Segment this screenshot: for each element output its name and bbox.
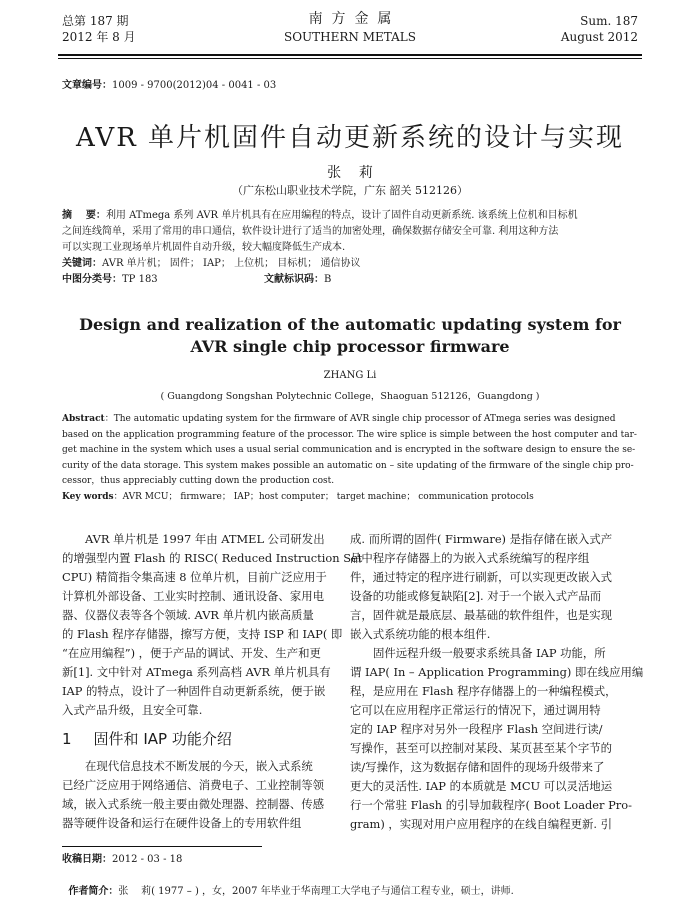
body-line: 谓 IAP( In – Application Programming) 即在线应用编 bbox=[350, 665, 644, 679]
doc-code-value: B bbox=[324, 274, 332, 285]
abstract-cn-line: 可以实现工业现场单片机固件自动升级，较大幅度降低生产成本. bbox=[62, 242, 346, 253]
abstract-cn bbox=[62, 208, 642, 288]
footnote-bio bbox=[62, 868, 514, 900]
abstract-en bbox=[62, 412, 640, 505]
class-no-label: 中图分类号： bbox=[62, 274, 122, 285]
header-rule-thick bbox=[58, 54, 642, 56]
header-journal-en: SOUTHERN METALS bbox=[284, 30, 416, 44]
header-issue-cn: 总第 187 期 bbox=[62, 14, 129, 28]
article-number bbox=[62, 78, 276, 94]
body-line: 程，是应用在 Flash 程序存储器上的一种编程模式， bbox=[350, 684, 617, 698]
column-right bbox=[350, 530, 644, 834]
body-line: 定的 IAP 程序对另外一段程序 Flash 空间进行读/ bbox=[350, 722, 603, 736]
author-en: ZHANG Li bbox=[323, 370, 377, 381]
body-line: CPU) 精简指令集高速 8 位单片机，目前广泛应用于 bbox=[62, 570, 327, 584]
bio-value: 张 莉( 1977 – ) ，女，2007 年毕业于华南理工大学电子与通信工程专业，硕士，讲师. bbox=[118, 886, 514, 897]
body-line: 言，固件就是最底层、最基础的软件组件，也是实现 bbox=[350, 608, 612, 622]
abstract-en-line: ：The automatic updating system for the firmware of AVR single chip processor of ATmega series was designed bbox=[104, 414, 616, 424]
body-line: 更大的灵活性. IAP 的本质就是 MCU 可以灵活地运 bbox=[350, 779, 613, 793]
abstract-cn-line: 利用 ATmega 系列 AVR 单片机具有在应用编程的特点，设计了固件自动更新系统. 该系统上位机和目标机 bbox=[105, 210, 578, 221]
abstract-en-line: cessor，thus appreciably cutting down the production cost. bbox=[62, 476, 335, 486]
affiliation-cn: （广东松山职业技术学院，广东 韶关 512126） bbox=[232, 184, 468, 197]
keywords-cn-label: 关键词： bbox=[62, 258, 102, 269]
body-line: 嵌入式系统功能的根本组件. bbox=[350, 627, 491, 641]
header-journal-cn: 南 方 金 属 bbox=[308, 11, 392, 27]
header-date-en: August 2012 bbox=[560, 30, 638, 44]
keywords-en-value: ：AVR MCU； firmware； IAP；host computer； target machine； communication protocols bbox=[113, 491, 534, 502]
body-line: 读/写操作，这为数据存储和固件的现场升级带来了 bbox=[350, 760, 605, 774]
abstract-cn-label: 摘 要： bbox=[62, 210, 106, 221]
header-rule-thin bbox=[58, 58, 642, 59]
section-number: 1 bbox=[62, 730, 72, 748]
body-line: 新[1]. 文中针对 ATmega 系列高档 AVR 单片机具有 bbox=[62, 665, 331, 679]
keywords-cn-value: AVR 单片机； 固件； IAP； 上位机； 目标机； 通信协议 bbox=[102, 258, 361, 269]
body-line: 行一个常驻 Flash 的引导加载程序( Boot Loader Pro- bbox=[350, 798, 632, 812]
keywords-en-label: Key words bbox=[62, 491, 114, 502]
body-line: 域，嵌入式系统一般主要由微处理器、控制器、传感 bbox=[62, 797, 324, 811]
received-label: 收稿日期： bbox=[62, 854, 112, 865]
column-left bbox=[62, 530, 363, 833]
body-line: 件，通过特定的程序进行刷新，可以实现更改嵌入式 bbox=[350, 570, 612, 584]
abstract-en-line: get machine in the system which uses a usual serial communication and is encrypted in the software design to ensure the se- bbox=[62, 445, 636, 455]
section-heading bbox=[62, 730, 334, 749]
bio-label: 作者简介： bbox=[68, 886, 119, 897]
abstract-en-label: Abstract bbox=[62, 414, 105, 424]
doc-code-label: 文献标识码： bbox=[264, 274, 325, 285]
title-en-line2: AVR single chip processor firmware bbox=[190, 337, 510, 356]
body-line: 设备的功能或修复缺陷[2]. 对于一个嵌入式产品而 bbox=[350, 589, 602, 603]
affiliation-en: ( Guangdong Songshan Polytechnic College，Shaoguan 512126，Guangdong ) bbox=[160, 391, 540, 402]
body-line: 已经广泛应用于网络通信、消费电子、工业控制等领 bbox=[62, 778, 324, 792]
title-en-line1: Design and realization of the automatic updating system for bbox=[79, 315, 621, 334]
body-line: 写操作，甚至可以控制对某段、某页甚至某个字节的 bbox=[350, 741, 612, 755]
title-cn: AVR 单片机固件自动更新系统的设计与实现 bbox=[75, 123, 625, 153]
received-value: 2012 - 03 - 18 bbox=[112, 854, 183, 865]
article-number-value: 1009 - 9700(2012)04 - 0041 - 03 bbox=[112, 80, 277, 91]
body-line: 的增强型内置 Flash 的 RISC( Reduced Instruction Set bbox=[62, 551, 363, 565]
body-line: IAP 的特点，设计了一种固件自动更新系统，便于嵌 bbox=[62, 684, 326, 698]
abstract-en-line: curity of the data storage. This system makes possible an automatic on – site updating of the firmware of the single chip pro- bbox=[62, 460, 634, 471]
class-no-value: TP 183 bbox=[122, 274, 158, 285]
body-line: 的 Flash 程序存储器，擦写方便，支持 ISP 和 IAP( 即 bbox=[62, 627, 343, 641]
body-line: 器、仪器仪表等各个领域. AVR 单片机内嵌高质量 bbox=[62, 608, 314, 622]
body-line: AVR 单片机是 1997 年由 ATMEL 公司研发出 bbox=[85, 532, 325, 546]
header-sum-en: Sum. 187 bbox=[580, 14, 638, 28]
header-date-cn: 2012 年 8 月 bbox=[62, 30, 136, 44]
body-line: 计算机外部设备、工业实时控制、通讯设备、家用电 bbox=[62, 589, 324, 603]
body-line: 成. 而所谓的固件( Firmware) 是指存储在嵌入式产 bbox=[350, 532, 613, 546]
section-title: 固件和 IAP 功能介绍 bbox=[93, 730, 232, 748]
body-line: gram) ，实现对用户应用程序的在线自编程更新. 引 bbox=[350, 817, 613, 831]
body-line: 它可以在应用程序正常运行的情况下，通过调用特 bbox=[350, 703, 601, 717]
footnote-rule bbox=[62, 846, 262, 847]
article-number-label: 文章编号： bbox=[62, 80, 112, 91]
author-cn: 张 莉 bbox=[327, 165, 373, 181]
body-line: “在应用编程”) ，便于产品的调试、开发、生产和更 bbox=[62, 646, 321, 660]
footnote-received bbox=[62, 852, 182, 868]
body-line: 入式产品升级，且安全可靠. bbox=[62, 703, 203, 717]
abstract-cn-line: 之间连线简单，采用了常用的串口通信，软件设计进行了适当的加密处理，确保数据存储安全可靠. 利用这种方法 bbox=[62, 226, 559, 237]
body-line: 在现代信息技术不断发展的今天，嵌入式系统 bbox=[85, 759, 313, 773]
body-line: 固件远程升级一般要求系统具备 IAP 功能，所 bbox=[373, 646, 606, 660]
body-line: 器等硬件设备和运行在硬件设备上的专用软件组 bbox=[62, 816, 302, 830]
abstract-en-line: based on the application programming feature of the processor. The wire splice is simple between the host computer and tar- bbox=[62, 429, 637, 440]
body-line: 品中程序存储器上的为嵌入式系统编写的程序组 bbox=[350, 551, 590, 565]
